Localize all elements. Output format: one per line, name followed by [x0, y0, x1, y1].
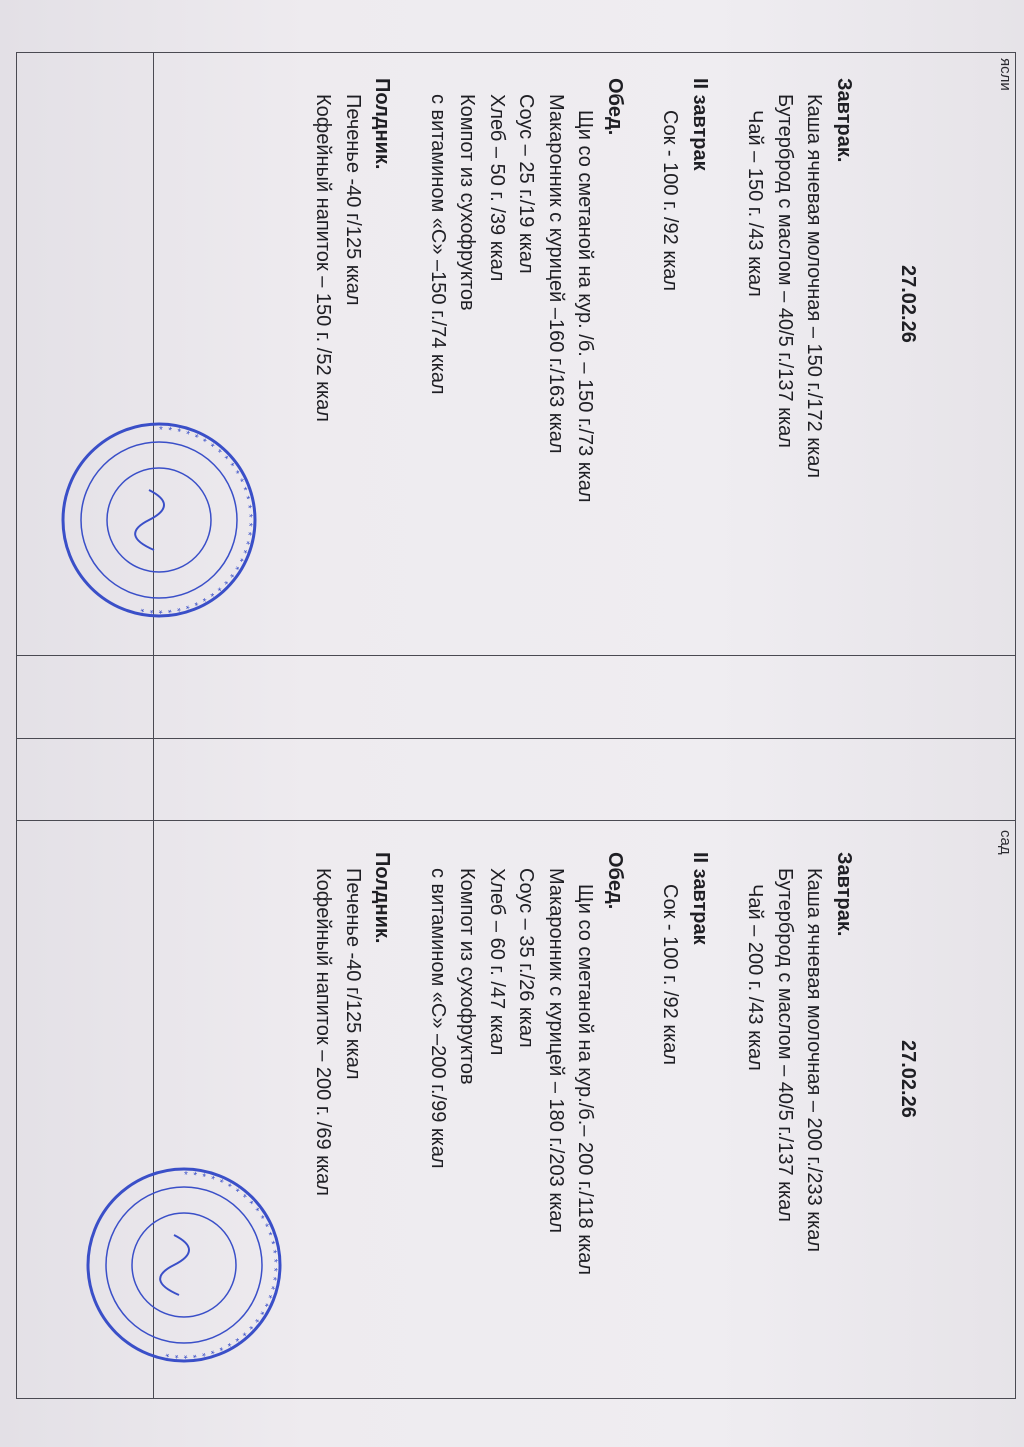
menu-item: Компот из сухофруктов [456, 94, 479, 311]
column-divider [16, 655, 1016, 656]
menu-item: Макаронник с курицей –160 г./163 ккал [545, 94, 567, 454]
menu-item: Каша ячневая молочная – 150 г./172 ккал [803, 94, 826, 479]
menu-item: Печенье -40 г/125 ккал [342, 94, 364, 306]
column-header-kindergarten: сад [997, 830, 1014, 855]
nursery-snack-title: Полдник. [371, 78, 394, 170]
menu-item: Макаронник с курицей – 180 г./203 ккал [545, 868, 567, 1234]
menu-item: Чай – 200 г. /43 ккал [744, 884, 767, 1071]
official-stamp-icon [59, 420, 259, 620]
kindergarten-snack-title: Полдник. [371, 852, 394, 944]
menu-item: Чай – 150 г. /43 ккал [744, 110, 767, 297]
menu-item: с витамином «С» –200 г./99 ккал [427, 868, 449, 1169]
kindergarten-breakfast-title: Завтрак. [833, 852, 855, 937]
column-divider [16, 738, 1016, 739]
nursery-breakfast-title: Завтрак. [833, 78, 855, 163]
nursery-date: 27.02.26 [897, 265, 919, 343]
column-divider [16, 820, 1016, 821]
nursery-menu [308, 78, 864, 503]
menu-item: Бутерброд с маслом – 40/5 г./137 ккал [774, 94, 796, 448]
menu-item: Сок - 100 г. /92 ккал [659, 884, 682, 1066]
svg-text:* * * * * * * * * * * * * * *: * * * * * * * * * * * * * * * * * * * * * * * * * * * * * * * * * * [138, 424, 255, 616]
menu-item: Щи со сметаной на кур./б.– 200 г./118 ккал [574, 884, 597, 1276]
menu-item: Сок - 100 г. /92 ккал [659, 110, 682, 292]
svg-text:* * * * * * * * * * * * * * *: * * * * * * * * * * * * * * * * * * * * * * * * * * * * * * * * * * [163, 1169, 280, 1361]
kindergarten-lunch-title: Обед. [604, 852, 626, 910]
menu-item: Хлеб – 50 г. /39 ккал [486, 94, 508, 282]
kindergarten-menu [308, 852, 864, 1275]
column-header-nursery: ясли [997, 58, 1014, 91]
nursery-lunch-title: Обед. [604, 78, 626, 136]
kindergarten-date: 27.02.26 [897, 1040, 919, 1118]
menu-item: Кофейный напиток – 150 г. /52 ккал [312, 94, 335, 422]
menu-item: Кофейный напиток – 200 г. /69 ккал [312, 868, 335, 1196]
menu-item: Хлеб – 60 г. /47 ккал [486, 868, 508, 1056]
menu-item: с витамином «С» –150 г./74 ккал [427, 94, 449, 395]
menu-item: Щи со сметаной на кур. /б. – 150 г./73 ккал [574, 110, 597, 503]
menu-item: Печенье -40 г/125 ккал [342, 868, 364, 1080]
nursery-second-breakfast-title: II завтрак [689, 78, 711, 171]
menu-item: Компот из сухофруктов [456, 868, 479, 1085]
kindergarten-second-breakfast-title: II завтрак [689, 852, 711, 945]
official-stamp-icon [84, 1165, 284, 1365]
menu-item: Бутерброд с маслом – 40/5 г./137 ккал [774, 868, 796, 1222]
menu-item: Каша ячневая молочная – 200 г./233 ккал [803, 868, 826, 1253]
menu-item: Соус – 35 г./26 ккал [515, 868, 538, 1048]
menu-item: Соус – 25 г./19 ккал [515, 94, 538, 274]
